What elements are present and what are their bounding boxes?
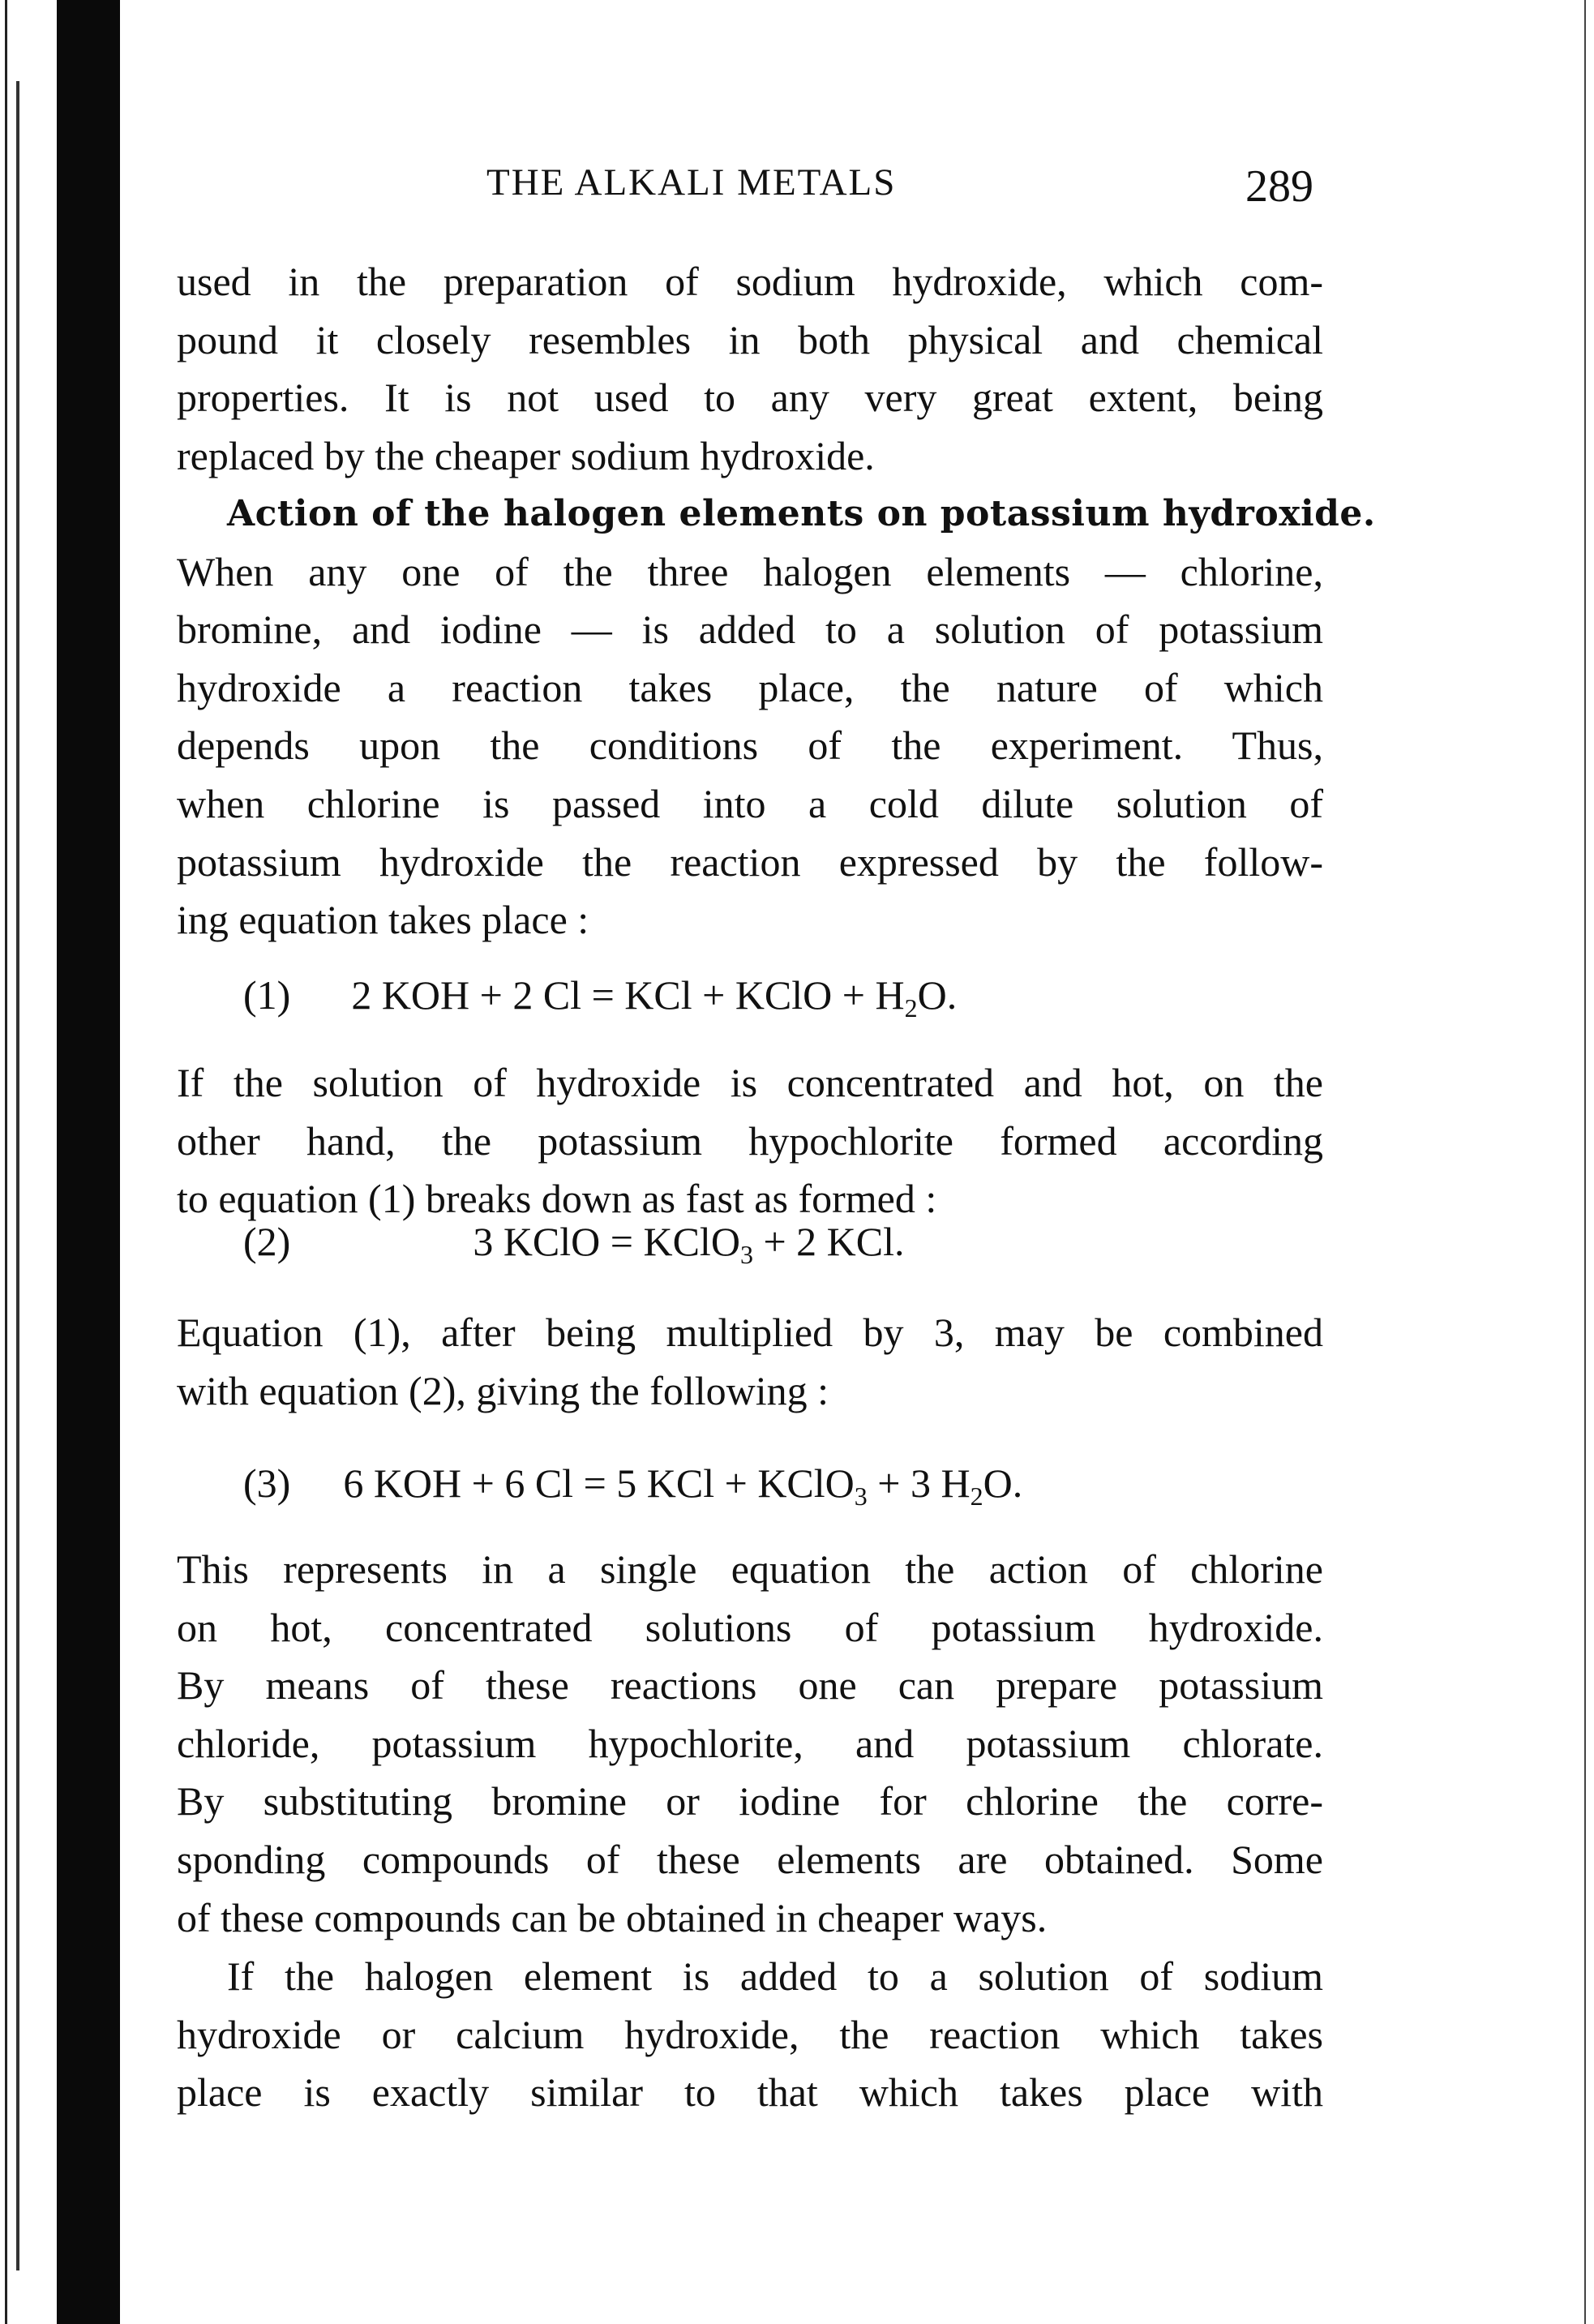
paragraph-4 <box>177 1541 1323 1947</box>
text-line: when chlorine is passed into a cold dilute solution of <box>177 780 1323 826</box>
paragraph-1 <box>177 253 1323 485</box>
text-line: When any one of the three halogen elements — chlorine, <box>177 548 1323 594</box>
text-line: If the halogen element is added to a solution of sodium <box>227 1953 1323 1999</box>
equation-expression: 6 KOH + 6 Cl = 5 KCl + KClO$_3$ + 3 $H_2O$. <box>343 1460 1023 1511</box>
text-line: sponding compounds of these elements are obtained. Some <box>177 1836 1323 1882</box>
text-line: on hot, concentrated solutions of potassium hydroxide. <box>177 1604 1323 1650</box>
equation-1 <box>243 971 958 1023</box>
text-line: Equation (1), after being multiplied by 3, may be combined <box>177 1310 1323 1355</box>
text-line: replaced by the cheaper sodium hydroxide. <box>177 432 875 478</box>
text-line: chloride, potassium hypochlorite, and potassium chlorate. <box>177 1720 1323 1766</box>
text-line: properties. It is not used to any very great extent, being <box>177 375 1323 421</box>
binding-line <box>16 81 19 2270</box>
text-line: ing equation takes place : <box>177 897 589 943</box>
text-line: used in the preparation of sodium hydroxide, which com- <box>177 259 1323 304</box>
equation-expression: 3 KClO = KClO$_3$ + 2 KCl. <box>473 1219 905 1269</box>
text-line: bromine, and iodine — is added to a solution of potassium <box>177 607 1323 653</box>
section-halogen-action <box>177 485 1376 950</box>
page-right-edge <box>1584 0 1586 2324</box>
text-line: potassium hydroxide the reaction expressed by the follow- <box>177 838 1323 885</box>
text-line: with equation (2), giving the following : <box>177 1367 829 1413</box>
equation-3 <box>243 1460 1023 1511</box>
text-line: pound it closely resembles in both physical and chemical <box>177 316 1323 362</box>
equation-expression: 2 KOH + 2 Cl = KCl + KClO + $H_2O$. <box>351 972 958 1023</box>
page-left-edge <box>0 0 7 2324</box>
paragraph-2 <box>177 1054 1323 1228</box>
text-line: depends upon the conditions of the experiment. Thus, <box>177 722 1323 769</box>
page-number: 289 <box>1245 161 1313 212</box>
text-line: other hand, the potassium hypochlorite formed according <box>177 1117 1323 1164</box>
running-title: THE ALKALI METALS <box>486 161 897 204</box>
text-line: of these compounds can be obtained in cheaper ways. <box>177 1894 1048 1940</box>
text-line: By means of these reactions one can prepare potassium <box>177 1662 1323 1709</box>
section-heading: Action of the halogen elements on potassium hydroxide. <box>227 493 1376 534</box>
text-line: By substituting bromine or iodine for chlorine the corre- <box>177 1778 1323 1824</box>
text-line: hydroxide a reaction takes place, the nature of which <box>177 664 1323 710</box>
equation-label: (1) <box>243 972 291 1018</box>
running-header <box>0 161 1594 217</box>
text-line: to equation (1) breaks down as fast as formed : <box>177 1176 937 1222</box>
equation-label: (2) <box>243 1219 291 1264</box>
equation-2 <box>243 1218 905 1269</box>
text-line: If the solution of hydroxide is concentrated and hot, on the <box>177 1060 1323 1105</box>
text-line: This represents in a single equation the action of chlorine <box>177 1546 1323 1592</box>
book-binding-shadow <box>57 0 120 2324</box>
equation-label: (3) <box>243 1460 291 1506</box>
paragraph-5 <box>177 1948 1323 2122</box>
paragraph-3 <box>177 1304 1323 1420</box>
text-line: hydroxide or calcium hydroxide, the reaction which takes <box>177 2011 1323 2057</box>
text-line: place is exactly similar to that which takes place with <box>177 2069 1323 2116</box>
